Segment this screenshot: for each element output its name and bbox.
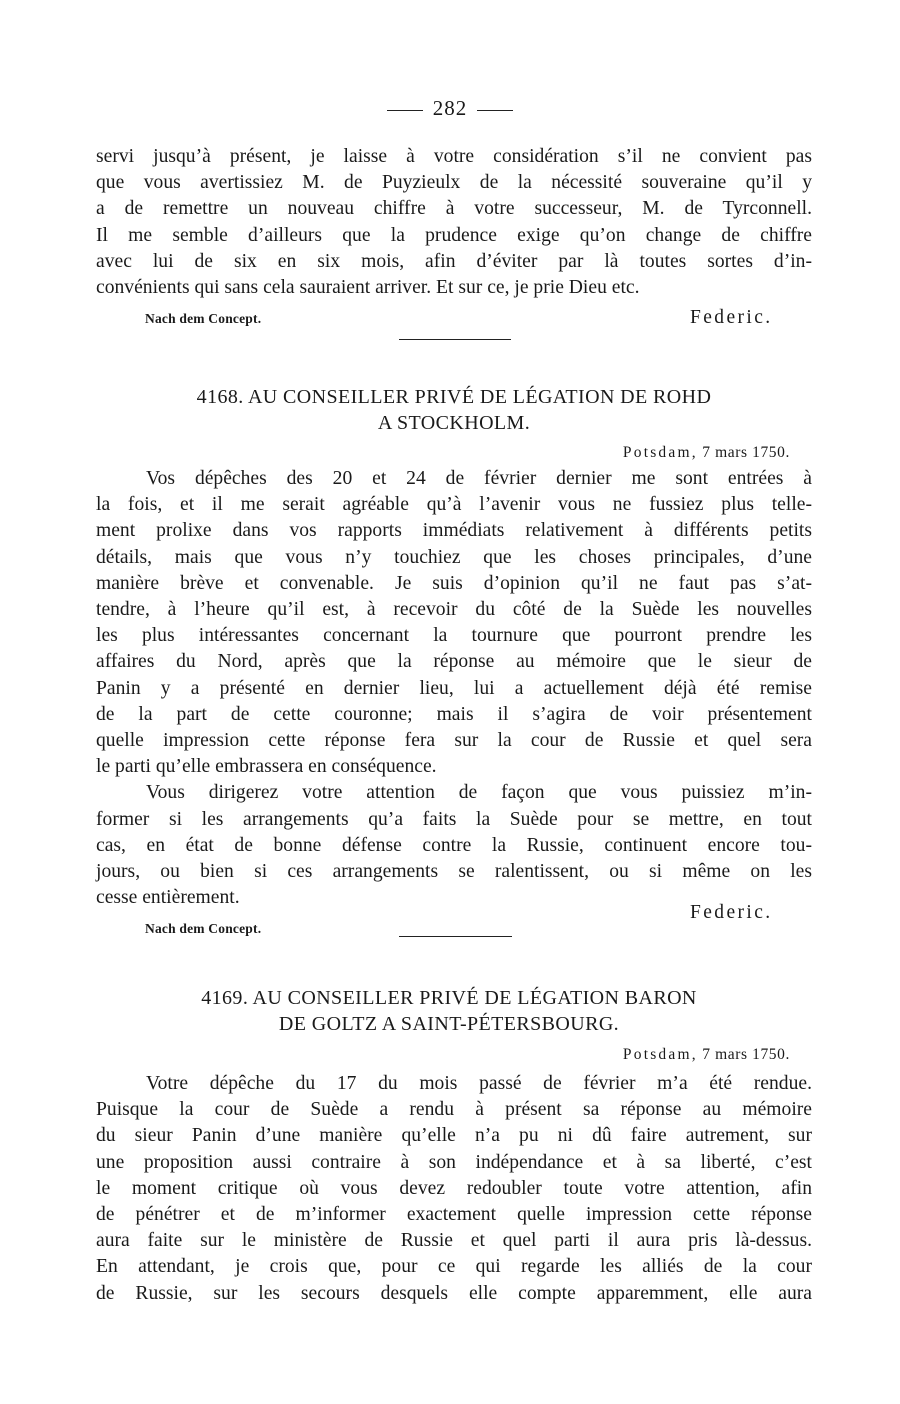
page-header	[0, 96, 900, 121]
date-value: 7 mars 1750.	[702, 1046, 790, 1063]
section-divider	[399, 936, 512, 937]
section-divider	[399, 339, 511, 340]
text-line: de la part de cette couronne; mais il s’agira de voir présentement	[96, 703, 812, 725]
date-place: Potsdam,	[622, 1046, 698, 1063]
text-line: détails, mais que vous n’y touchiez que les choses principales, d’une	[96, 546, 812, 568]
text-line: a de remettre un nouveau chiffre à votre successeur, M. de Tyrconnell.	[96, 198, 812, 220]
text-line: jours, ou bien si ces arrangements se ralentissent, ou si même on les	[96, 861, 812, 883]
text-line: affaires du Nord, après que la réponse au mémoire que le sieur de	[96, 651, 812, 673]
letter-heading-4168	[96, 384, 812, 436]
text-line: le moment critique où vous devez redoubler toute votre attention, afin	[96, 1177, 812, 1199]
header-dash-right	[477, 110, 513, 111]
text-line: la fois, et il me serait agréable qu’à l’avenir vous ne fussiez plus telle-	[96, 494, 812, 516]
dateline	[623, 444, 790, 462]
header-dash-left	[387, 110, 423, 111]
letter-body-4168	[96, 466, 812, 911]
heading-line: 4169. AU CONSEILLER PRIVÉ DE LÉGATION BARON	[201, 987, 697, 1009]
text-line: convénients qui sans cela sauraient arriver. Et sur ce, je prie Dieu etc.	[96, 277, 640, 299]
text-line: Votre dépêche du 17 du mois passé de février m’a été rendue.	[146, 1073, 812, 1094]
signature: Federic.	[690, 307, 773, 328]
text-line: Puisque la cour de Suède a rendu à présent sa réponse au mémoire	[96, 1099, 812, 1121]
date-value: 7 mars 1750.	[702, 444, 790, 461]
text-line: manière brève et convenable. Je suis d’opinion qu’il ne faut pas s’at-	[96, 572, 812, 594]
text-line: de pénétrer et de m’informer exactement quelle impression cette réponse	[96, 1204, 812, 1226]
letter-heading-4169	[96, 985, 812, 1037]
text-line: former si les arrangements qu’a faits la Suède pour se mettre, en tout	[96, 808, 812, 830]
text-line: que vous avertissiez M. de Puyzieulx de la nécessité souveraine qu’il y	[96, 172, 812, 194]
date-place: Potsdam,	[622, 444, 698, 461]
text-line: cas, en état de bonne défense contre la Russie, continuent encore tou-	[96, 834, 812, 856]
paragraph	[96, 1071, 812, 1307]
text-line: quelle impression cette réponse fera sur la cour de Russie et quel sera	[96, 730, 812, 752]
text-line: les plus intéressantes concernant la tournure que pourront prendre les	[96, 625, 812, 647]
signature: Federic.	[690, 902, 773, 923]
text-line: Panin y a présenté en dernier lieu, lui a actuellement déjà été remise	[96, 677, 812, 699]
page-number: 282	[432, 96, 468, 120]
text-line: tendre, à l’heure qu’il est, à recevoir du côté de la Suède les nouvelles	[96, 599, 812, 621]
letter-body-4169	[96, 1071, 812, 1307]
heading-line: DE GOLTZ A SAINT-PÉTERSBOURG.	[278, 1013, 620, 1035]
text-line: le parti qu’elle embrassera en conséquence.	[96, 756, 437, 778]
paragraph	[96, 466, 812, 780]
text-line: aura faite sur le ministère de Russie et quel parti il aura pris là-dessus.	[96, 1230, 812, 1252]
source-note: Nach dem Concept.	[145, 311, 262, 326]
text-line: En attendant, je crois que, pour ce qui regarde les alliés de la cour	[96, 1256, 812, 1278]
source-note: Nach dem Concept.	[145, 921, 262, 936]
text-line: une proposition aussi contraire à son indépendance et à sa liberté, c’est	[96, 1151, 812, 1173]
paragraph	[96, 780, 812, 911]
text-line: servi jusqu’à présent, je laisse à votre considération s’il ne convient pas	[96, 146, 812, 167]
dateline	[623, 1046, 790, 1064]
text-line: Vos dépêches des 20 et 24 de février dernier me sont entrées à	[146, 468, 812, 489]
heading-line: A STOCKHOLM.	[377, 412, 531, 434]
text-line: Vous dirigerez votre attention de façon que vous puissiez m’in-	[146, 782, 812, 804]
text-line: Il me semble d’ailleurs que la prudence exige qu’on change de chiffre	[96, 224, 812, 246]
text-line: avec lui de six en six mois, afin d’éviter par là toutes sortes d’in-	[96, 250, 812, 272]
text-line: cesse entièrement.	[96, 887, 240, 909]
heading-line: 4168. AU CONSEILLER PRIVÉ DE LÉGATION DE ROHD	[196, 386, 712, 408]
text-line: du sieur Panin d’une manière qu’elle n’a pu ni dû faire autrement, sur	[96, 1125, 812, 1147]
text-line: ment prolixe dans vos rapports immédiats relativement à différents petits	[96, 520, 812, 542]
continuation-text	[96, 144, 812, 301]
text-line: de Russie, sur les secours desquels elle compte apparemment, elle aura	[96, 1282, 812, 1304]
